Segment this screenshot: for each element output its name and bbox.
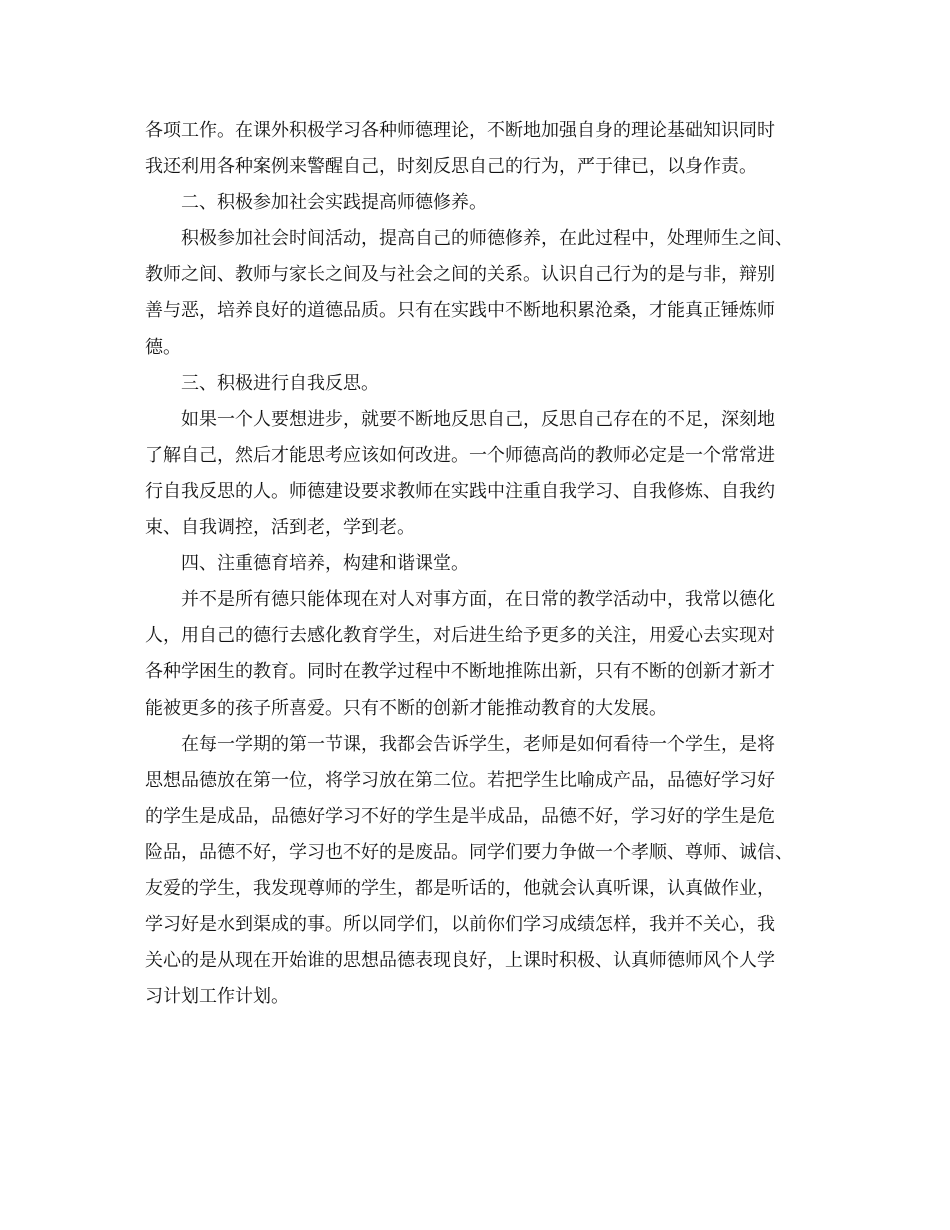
text-line: 各项工作。在课外积极学习各种师德理论，不断地加强自身的理论基础知识同时 xyxy=(145,120,775,141)
text-line: 善与恶，培养良好的道德品质。只有在实践中不断地积累沧桑，才能真正锤炼师 xyxy=(145,300,775,322)
text-line: 在每一学期的第一节课，我都会告诉学生，老师是如何看待一个学生，是将 xyxy=(181,733,775,755)
text-line: 关心的是从现在开始谁的思想品德表现良好，上课时积极、认真师德师风个人学 xyxy=(145,950,775,972)
text-line: 四、注重德育培养，构建和谐课堂。 xyxy=(181,553,469,575)
text-line: 人，用自己的德行去感化教育学生，对后进生给予更多的关注，用爱心去实现对 xyxy=(145,625,775,647)
text-line: 我还利用各种案例来警醒自己，时刻反思自己的行为，严于律已，以身作责。 xyxy=(145,156,757,178)
text-line: 束、自我调控，活到老，学到老。 xyxy=(145,517,415,539)
text-line: 习计划工作计划。 xyxy=(145,986,289,1008)
text-line: 二、积极参加社会实践提高师德修养。 xyxy=(181,192,487,214)
text-line: 的学生是成品，品德好学习不好的学生是半成品，品德不好，学习好的学生是危 xyxy=(145,805,775,827)
text-line: 积极参加社会时间活动，提高自己的师德修养，在此过程中，处理师生之间、 xyxy=(181,228,793,250)
text-line: 并不是所有德只能体现在对人对事方面，在日常的教学活动中，我常以德化 xyxy=(181,589,775,611)
text-line: 各种学困生的教育。同时在教学过程中不断地推陈出新，只有不断的创新才新才 xyxy=(145,661,775,683)
document-body xyxy=(145,113,805,1015)
text-line: 德。 xyxy=(145,336,181,358)
text-line: 险品，品德不好，学习也不好的是废品。同学们要力争做一个孝顺、尊师、诚信、 xyxy=(145,841,793,863)
text-line: 友爱的学生，我发现尊师的学生，都是听话的，他就会认真听课，认真做作业， xyxy=(145,877,775,899)
text-line: 三、积极进行自我反思。 xyxy=(181,372,379,394)
text-line: 思想品德放在第一位，将学习放在第二位。若把学生比喻成产品，品德好学习好 xyxy=(145,769,775,791)
text-line: 学习好是水到渠成的事。所以同学们，以前你们学习成绩怎样，我并不关心，我 xyxy=(145,914,775,936)
text-line: 行自我反思的人。师德建设要求教师在实践中注重自我学习、自我修炼、自我约 xyxy=(145,480,775,502)
text-line: 能被更多的孩子所喜爱。只有不断的创新才能推动教育的大发展。 xyxy=(145,697,667,719)
text-line: 了解自己，然后才能思考应该如何改进。一个师德高尚的教师必定是一个常常进 xyxy=(145,444,775,466)
text-line: 教师之间、教师与家长之间及与社会之间的关系。认识自己行为的是与非，辩别 xyxy=(145,264,775,286)
text-line: 如果一个人要想进步，就要不断地反思自己，反思自己存在的不足，深刻地 xyxy=(181,408,775,430)
